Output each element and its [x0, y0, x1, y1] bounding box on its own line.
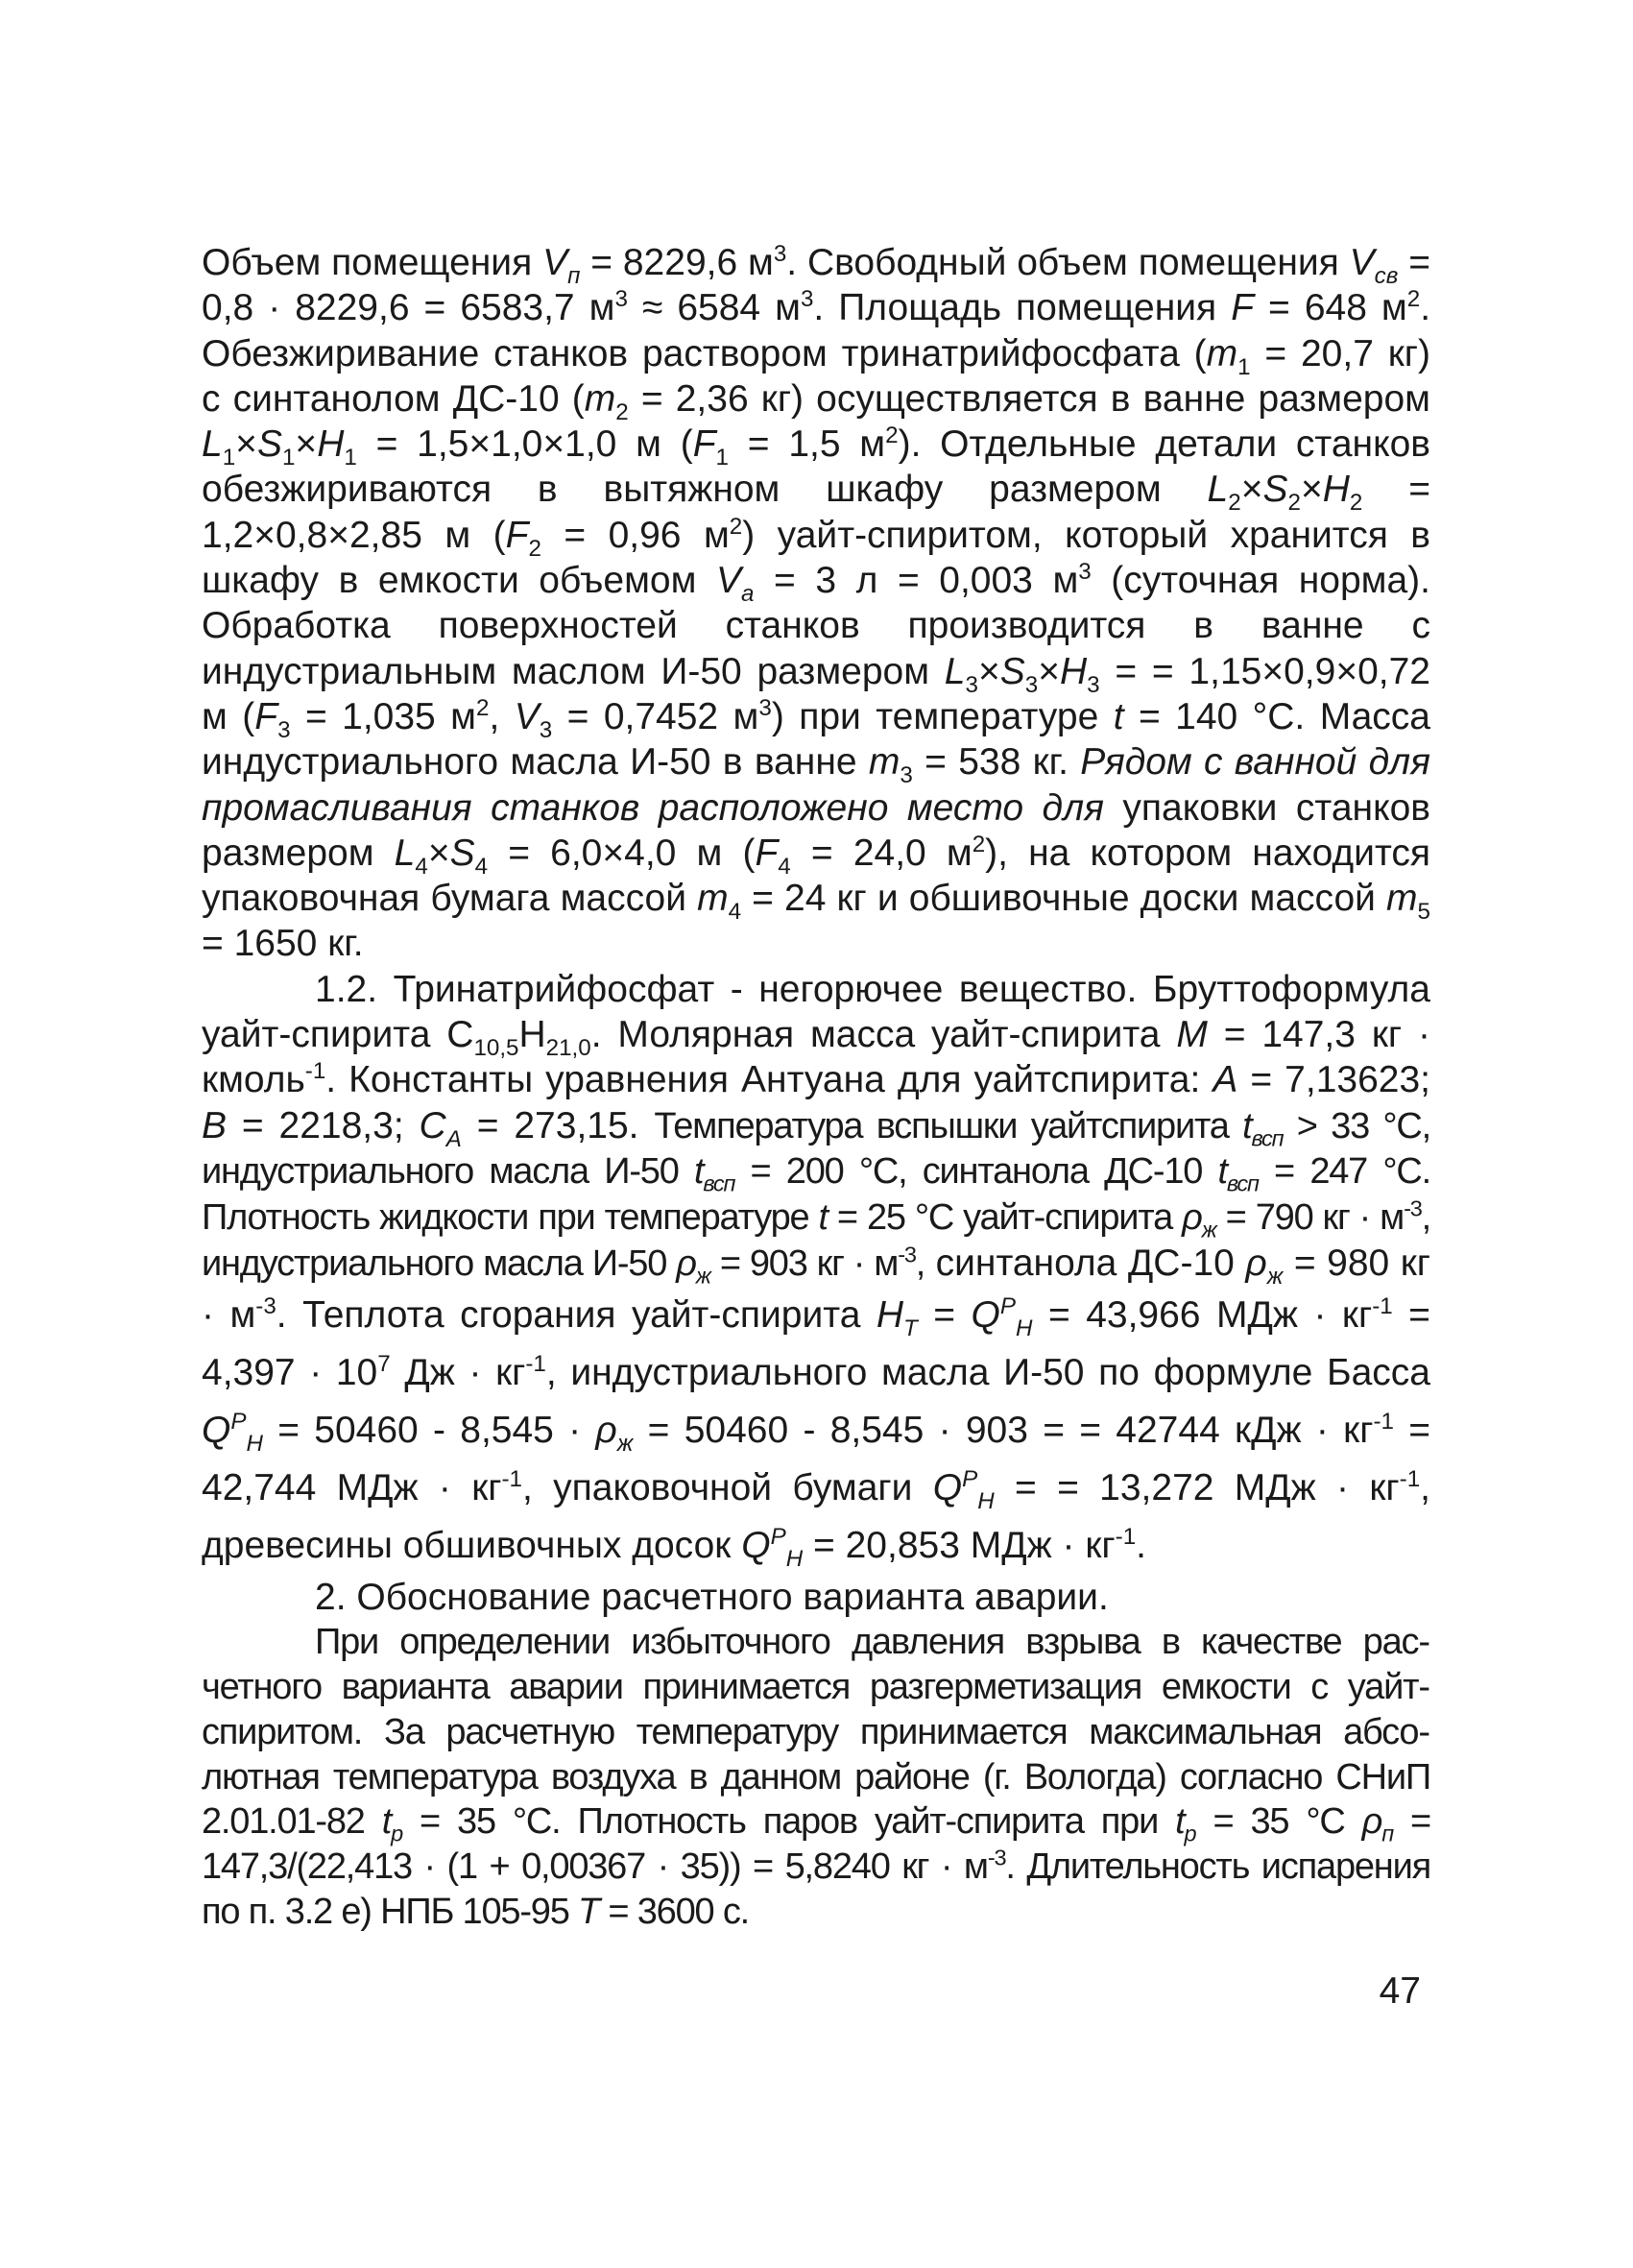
paragraph-accident-justification: При определении избыточного давления взрыва в качестве расчетного варианта аварии принимается разгерметизация емкости с уайтспиритом. За расчетную температуру принимается максимальная абсолютная температура воздуха в данном районе (г. Вологда) согласно СНиП 2.01.01-82 $t_р = 35$ °С. Плотность паров уайт-спирита при $t_р = 35$ °С $\rho_п = 147,3/(22,413 \cdot (1 + 0,00367 \cdot 35)) = 5,8240$ кг · $м^{-3}$. Длительность испарения по п. 3.2 е) НПБ 105-95 Т = 3600 с. [202, 1622, 1430, 1932]
document-page [202, 240, 1430, 2112]
page-number: 47 [1379, 1970, 1421, 2012]
paragraph-substance-properties: 1.2. Тринатрийфосфат - негорючее вещество. Бруттоформула уайт-спирита $С_{10,5}Н_{21,0}$. Молярная масса уайт-спирита М = 147,3 кг · кмоль$^{-1}$. Константы уравнения Антуана для уайтспирита: А = 7,13623; В = 2218,3; $С_А = 273,15$. Температура вспышки уайтспирита $t_{всп} > 33$ °С, индустриального масла И-50 $t_{всп} = 200$ °С, синтанола ДС-10 $t_{всп} = 247$ °С. Плотность жидкости при температуре t = 25 °С уайт-спирита $\rho_ж = 790$ кг · $м^{-3}$, индустриального масла И-50 $\rho_ж = 903$ кг · $м^{-3}$, синтанола ДС-10 $\rho_ж = 980$ кг · $м^{-3}$. Теплота сгорания уайт-спирита $Н_Т = Q^Р_Н = 43,966$ МДж · $кг^{-1} = 4,397 \cdot 10^7$ Дж · $кг^{-1}$, индустриального масла И-50 по формуле Басса $Q^Р_Н = 50460 - 8,545 \cdot \rho_ж = 50460 - 8,545 \cdot 903$ = = 42744 кДж · $кг^{-1} = 42,744$ МДж · $кг^{-1}$, упаковочной бумаги $Q^Р_Н$ = = 13,272 МДж · $кг^{-1}$, древесины обшивочных досок $Q^Р_Н = 20,853$ МДж · $кг^{-1}$. [202, 968, 1431, 1572]
paragraph-room-description: Объем помещения $V_п = 8229,6$ $м^3$. Свободный объем помещения $V_{св} = 0,8 \cdot 8229,6 = 6583,7$ $м^3 \approx 6584$ $м^3$. Площадь помещения F = 648 $м^2$. Обезжиривание станков раствором тринатрийфосфата ($m_1 = 20,7$ кг) с синтанолом ДС-10 ($m_2 = 2,36$ кг) осуществляется в ванне размером $L_1\times S_1\times H_1 = 1,5\times 1,0\times 1,0$ м ($F_1 = 1,5$ $м^2$). Отдельные детали станков обезжириваются в вытяжном шкафу размером $L_2\times S_2\times H_2 = 1,2\times 0,8\times 2,85$ м ($F_2 = 0,96$ $м^2$) уайт-спиритом, который хранится в шкафу в емкости объемом $V_а = 3$ л = 0,003 $м^3$ (суточная норма). Обработка поверхностей станков производится в ванне с индустриальным маслом И-50 размером $L_3\times S_3\times H_3$ = = 1,15×0,9×0,72 м ($F_3 = 1,035$ $м^2$, $V_3 = 0,7452$ $м^3$) при температуре t = 140 °С. Масса индустриального масла И-50 в ванне $m_3 = 538$ кг. Рядом с ванной для промасливания станков расположено место для упаковки станков размером $L_4\times S_4 = 6,0\times 4,0$ м ($F_4 = 24,0$ $м^2$), на котором находится упаковочная бумага массой $m_4 = 24$ кг и обшивочные доски массой $m_5 = 1650$ кг. [202, 241, 1431, 965]
section-heading-accident-variant: 2. Обоснование расчетного варианта аварии. [315, 1576, 1109, 1618]
